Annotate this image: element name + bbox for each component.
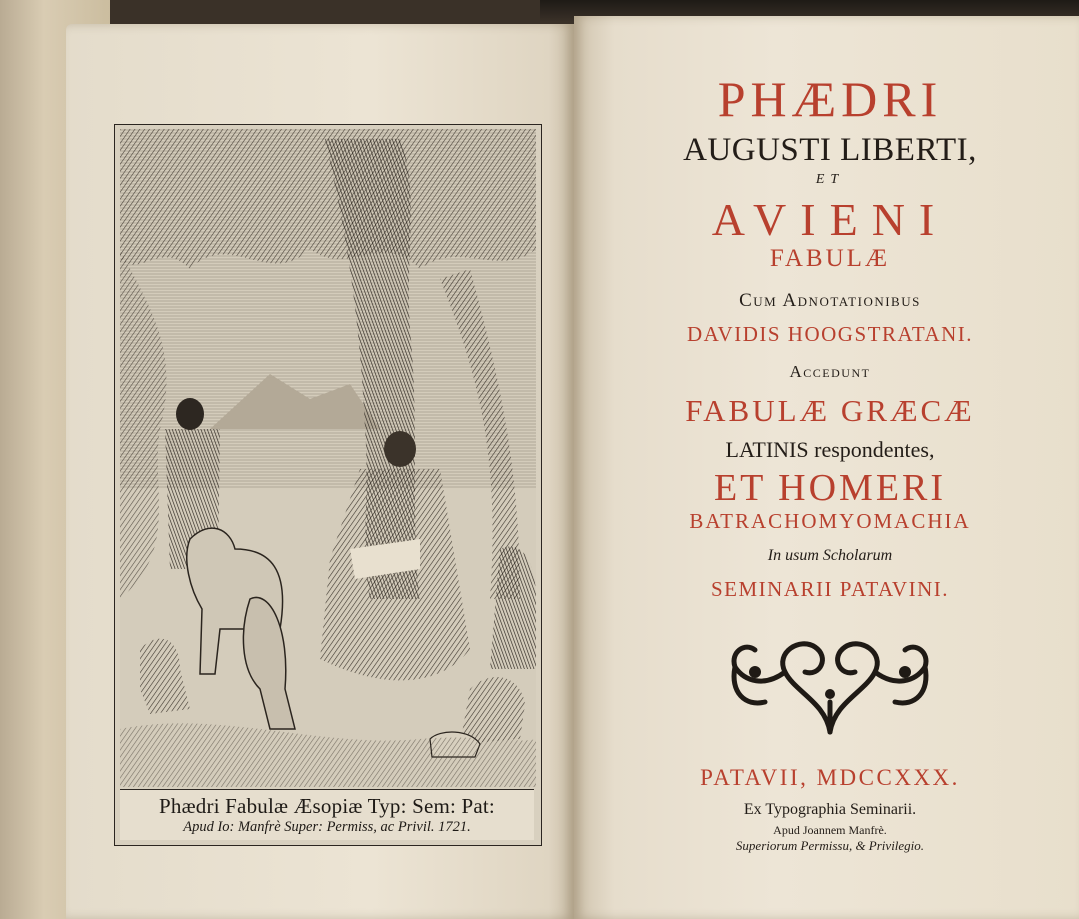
imprint-line-3: Superiorum Permissu, & Privilegio. bbox=[735, 838, 925, 853]
frontispiece-plate bbox=[114, 124, 542, 846]
title-fabulae-graecae: FABULÆ GRÆCÆ bbox=[685, 393, 975, 428]
imprint-place-date: PATAVII, MDCCXXX. bbox=[700, 765, 960, 790]
title-et: ET bbox=[815, 172, 845, 187]
frontispiece-caption bbox=[120, 789, 534, 840]
title-latinis-respondentes: LATINIS respondentes, bbox=[725, 437, 935, 462]
title-accedunt: Accedunt bbox=[789, 362, 871, 381]
printers-ornament-icon bbox=[725, 632, 935, 742]
title-et-homeri: ET HOMERI bbox=[713, 467, 947, 509]
title-seminarii-patavini: SEMINARII PATAVINI. bbox=[710, 577, 949, 601]
title-augusti-liberti: AUGUSTI LIBERTI, bbox=[683, 132, 977, 168]
caption-line-2: Apud Io: Manfrè Super: Permiss, ac Privil. 1721. bbox=[183, 819, 471, 835]
caption-line-1: Phædri Fabulæ Æsopiæ Typ: Sem: Pat: bbox=[159, 794, 495, 818]
title-fabulae: FABULÆ bbox=[769, 245, 891, 272]
title-avieni: AVIENI bbox=[711, 194, 949, 245]
title-batrachomyomachia: BATRACHOMYOMACHIA bbox=[689, 509, 971, 533]
title-cum-adnotationibus: Cum Adnotationibus bbox=[739, 290, 921, 311]
imprint-line-1: Ex Typographia Seminarii. bbox=[743, 801, 917, 818]
imprint-line-2: Apud Joannem Manfrè. bbox=[773, 823, 887, 837]
engraving-illustration bbox=[120, 129, 536, 787]
title-phaedri: PHÆDRI bbox=[717, 71, 943, 127]
title-in-usum-scholarum: In usum Scholarum bbox=[767, 547, 893, 564]
title-davidis-hoogstratani: DAVIDIS HOOGSTRATANI. bbox=[686, 322, 974, 346]
